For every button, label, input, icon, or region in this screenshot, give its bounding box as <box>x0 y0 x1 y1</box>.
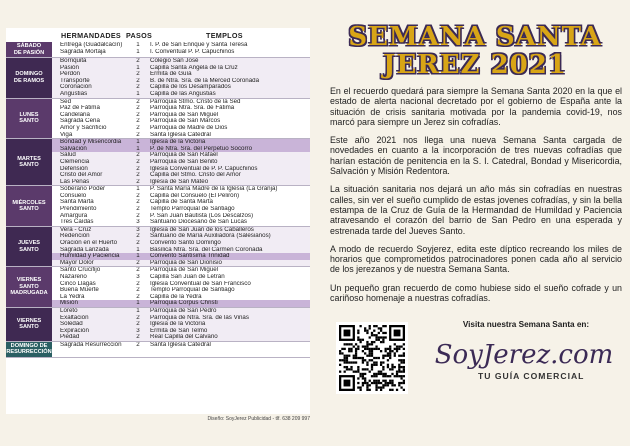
table-row <box>52 199 310 206</box>
pasos-cell: 2 <box>136 84 140 91</box>
intro-paragraph: A modo de recuerdo Soyjerez, edita este díptico recreando los miles de horarios que comprometidos patrocinadores ponen cada año al servicio de los jerezanos y de nuestra Semana Santa. <box>330 243 622 275</box>
templo-cell: Parroquia Ntra. Sra. de Fátima <box>150 105 235 112</box>
pasos-cell: 2 <box>136 287 140 294</box>
hermandad-cell: Amargura <box>60 212 88 219</box>
hermandad-cell: Sagrada Cena <box>60 118 100 125</box>
pasos-cell: 1 <box>136 253 140 260</box>
hermandad-cell: Paz de Fátima <box>60 105 100 112</box>
templo-cell: Santuario Diocesano de San Lucas <box>150 219 248 226</box>
pasos-cell: 2 <box>136 58 140 64</box>
pasos-cell: 2 <box>136 206 140 213</box>
hermandad-cell: Buena Muerte <box>60 287 99 294</box>
templo-cell: Parroquia de San Miguel <box>150 111 219 118</box>
hermandad-cell: Borriquita <box>60 58 87 64</box>
templo-cell: Iglesia de la Victoria <box>150 321 206 328</box>
pasos-cell: 2 <box>136 199 140 206</box>
table-row <box>52 315 310 322</box>
hermandad-cell: Defensión <box>60 165 88 172</box>
table-row <box>52 308 310 315</box>
pasos-cell: 2 <box>136 267 140 274</box>
hermandad-cell: Clemencia <box>60 158 90 165</box>
templo-cell: Capilla del Stmo. Cristo del Amor <box>150 172 241 179</box>
day-label: VIERNES SANTO <box>6 308 52 341</box>
hermandad-cell: Angustias <box>60 90 88 97</box>
hermandad-cell: Santa Marta <box>60 199 94 206</box>
pasos-cell: 2 <box>136 334 140 341</box>
templo-cell: Ermita de San Telmo <box>150 327 208 334</box>
hermandad-cell: Nazareno <box>60 274 87 280</box>
table-row <box>52 146 310 153</box>
pasos-cell: 2 <box>136 212 140 219</box>
templo-cell: Santa Iglesia Catedral <box>150 341 211 348</box>
hermandad-cell: Mayor Dolor <box>60 259 94 266</box>
templo-cell: Iglesia de San Mateo <box>150 178 209 185</box>
pasos-cell: 2 <box>136 165 140 172</box>
templo-cell: Real Capilla del Calvario <box>150 334 218 341</box>
hermandad-cell: Sed <box>60 98 72 105</box>
table-row <box>52 321 310 328</box>
templo-cell: Capilla del Consuelo (El Pelirón) <box>150 192 240 199</box>
templo-cell: Parroquia Stmo. Cristo de la Sed <box>150 98 241 105</box>
table-row <box>52 65 310 72</box>
table-row <box>52 91 310 98</box>
pasos-cell: 2 <box>136 293 140 300</box>
templo-cell: Capilla de los Desamparados <box>150 84 231 91</box>
pasos-cell: 1 <box>136 139 140 146</box>
title-line-2: JEREZ 2021 <box>383 50 567 80</box>
day-label: JUEVES SANTO <box>6 227 52 267</box>
templo-cell: Iglesia Conventual de P. P. Capuchinos <box>150 165 258 172</box>
table-row <box>52 49 310 56</box>
intro-paragraph: La situación sanitaria nos dejará un año más sin cofradías en nuestras calles, sin ver el sueño cumplido de estas jovenes cofradías, y sin la bella estampa de la Cruz de Guía de la Hermandad de Humildad y Paciencia atravesando el corazón del barrio de San Pedro en una esperada y estrenada tarde del Jueves Santo. <box>330 184 622 236</box>
templo-cell: I. Conventual P. P. Capuchinos <box>150 48 235 55</box>
templo-cell: Parroquia Corpus Christi <box>150 300 218 307</box>
day-label: DOMINGO DE RESURRECCIÓN <box>6 342 52 356</box>
hermandad-cell: Humildad y Paciencia <box>60 253 120 260</box>
table-row <box>52 186 310 193</box>
pasos-cell: 1 <box>136 48 140 55</box>
page-title <box>326 24 624 78</box>
table-row <box>52 139 310 146</box>
day-block <box>6 308 310 342</box>
hermandad-cell: Perdón <box>60 71 80 78</box>
table-row <box>52 78 310 85</box>
templo-cell: Capilla San Juan de Letrán <box>150 274 225 280</box>
hermandad-cell: Exaltación <box>60 314 89 321</box>
hermandad-cell: Coronación <box>60 84 92 91</box>
info-panel <box>326 0 624 446</box>
hermandad-cell: Sagrada Lanzada <box>60 246 109 253</box>
templo-cell: Capilla de Santa Marta <box>150 199 213 206</box>
pasos-cell: 3 <box>136 226 140 233</box>
hermandad-cell: Sagrada Mortaja <box>60 48 106 55</box>
pasos-cell: 2 <box>136 240 140 247</box>
intro-text <box>330 86 622 311</box>
hermandad-cell: Prendimiento <box>60 206 97 213</box>
pasos-cell: 1 <box>136 145 140 152</box>
pasos-cell: 3 <box>136 219 140 226</box>
templo-cell: Iglesia de San Juan de los Caballeros <box>150 226 254 233</box>
schedule-table <box>6 28 310 414</box>
day-rows <box>52 186 310 226</box>
pasos-cell: 1 <box>136 42 140 48</box>
hermandad-cell: Vera - Cruz <box>60 226 92 233</box>
table-row <box>52 287 310 294</box>
templo-cell: Convento Santísima Trinidad <box>150 253 230 260</box>
header-hermandades: HERMANDADES <box>61 31 122 40</box>
templo-cell: Parroquia de San Benito <box>150 158 218 165</box>
table-row <box>52 227 310 234</box>
hermandad-cell: Transporte <box>60 77 90 84</box>
design-credit: Diseño: SoyJerez Publicidad - tlf. 638 209 997 <box>207 416 310 422</box>
pasos-cell: 2 <box>136 71 140 78</box>
day-label: LUNES SANTO <box>6 99 52 139</box>
hermandad-cell: Cinco Llagas <box>60 280 96 287</box>
pasos-cell: 1 <box>136 64 140 71</box>
hermandad-cell: Sagrada Resurrección <box>60 341 122 348</box>
intro-paragraph: Este año 2021 nos llega una nueva Semana Santa cargada de novedades en cuanto a la incorporación de tres nuevas cofradías que harían estación de penitencia en la S. I. Catedral, Bondad y Misericordia, Salvación y Misión Redentora. <box>330 135 622 177</box>
table-row <box>52 132 310 139</box>
table-header <box>6 28 310 42</box>
hermandad-cell: Viga <box>60 131 73 138</box>
table-row <box>52 240 310 247</box>
pasos-cell: 2 <box>136 280 140 287</box>
table-row <box>52 253 310 260</box>
pasos-cell: 2 <box>136 314 140 321</box>
pasos-cell: 1 <box>136 307 140 314</box>
day-label: MARTES SANTO <box>6 139 52 185</box>
pasos-cell: 2 <box>136 77 140 84</box>
hermandad-cell: Soberano Poder <box>60 186 106 193</box>
templo-cell: I. P. de San Enrique y Santa Teresa <box>150 42 248 48</box>
day-rows <box>52 99 310 139</box>
templo-cell: Parroquia de San Miguel <box>150 267 219 274</box>
table-row <box>52 213 310 220</box>
day-rows <box>52 58 310 98</box>
templo-cell: Templo Parroquial de Santiago <box>150 206 235 213</box>
logo-tagline: TU GUÍA COMERCIAL <box>478 371 585 381</box>
pasos-cell: 2 <box>136 178 140 185</box>
qr-code-icon <box>339 325 405 391</box>
hermandad-cell: Pasión <box>60 64 79 71</box>
day-rows <box>52 139 310 185</box>
templo-cell: Capilla Santa Ángela de la Cruz <box>150 64 238 71</box>
pasos-cell: 3 <box>136 274 140 280</box>
pasos-cell: 1 <box>136 186 140 193</box>
table-row <box>52 84 310 91</box>
table-row <box>52 219 310 226</box>
templo-cell: Parroquia de San Marcos <box>150 118 221 125</box>
table-row <box>52 247 310 254</box>
pasos-cell: 2 <box>136 341 140 348</box>
hermandad-cell: Piedad <box>60 334 80 341</box>
day-block <box>6 186 310 227</box>
hermandad-cell: Bondad y Misericordia <box>60 139 122 146</box>
visit-caption: Visita nuestra Semana Santa en: <box>462 320 590 329</box>
day-block <box>6 42 310 58</box>
table-row <box>52 105 310 112</box>
pasos-cell: 2 <box>136 118 140 125</box>
pasos-cell: 2 <box>136 105 140 112</box>
pasos-cell: 2 <box>136 321 140 328</box>
table-row <box>52 334 310 341</box>
templo-cell: Parroquia de Madre de Dios <box>150 124 228 131</box>
hermandad-cell: Entrega (Guadalcacín) <box>60 42 123 48</box>
templo-cell: P. San Juan Bautista (Los Descalzos) <box>150 212 254 219</box>
day-block <box>6 58 310 99</box>
table-row <box>52 58 310 65</box>
soyjerez-logo[interactable]: SoyJerez.com <box>434 340 614 370</box>
templo-cell: Parroquia de San Rafael <box>150 152 218 159</box>
pasos-cell: 2 <box>136 98 140 105</box>
templo-cell: Parroquia de San Pedro <box>150 307 217 314</box>
table-row <box>52 294 310 301</box>
table-row <box>52 172 310 179</box>
table-row <box>52 267 310 274</box>
pasos-cell: 2 <box>136 172 140 179</box>
day-label: DOMINGO DE RAMOS <box>6 58 52 98</box>
table-row <box>52 193 310 200</box>
table-row <box>52 281 310 288</box>
table-row <box>52 112 310 119</box>
hermandad-cell: Salvación <box>60 145 87 152</box>
day-rows <box>52 227 310 267</box>
table-row <box>52 159 310 166</box>
table-row <box>52 166 310 173</box>
templo-cell: Capilla de la Yedra <box>150 293 202 300</box>
templo-cell: Convento Santo Domingo <box>150 240 221 247</box>
templo-cell: Capilla de las Angustias <box>150 90 216 97</box>
pasos-cell: 2 <box>136 124 140 131</box>
templo-cell: Colegio San José <box>150 58 199 64</box>
hermandad-cell: Candelaria <box>60 111 90 118</box>
hermandad-cell: Loreto <box>60 307 78 314</box>
hermandad-cell: Expiración <box>60 327 89 334</box>
day-block <box>6 267 310 308</box>
intro-paragraph: En el recuerdo quedará para siempre la Semana Santa 2020 en la que el estado de alerta nacional decretado por el gobierno de España ante la situación de crisis sanitaria motivada por la pandemia covid-19, nos marcó para siempre un Jerez sin cofradías. <box>330 86 622 127</box>
hermandad-cell: La Yedra <box>60 293 85 300</box>
hermandad-cell: Tres Caídas <box>60 219 94 226</box>
day-label: VIERNES SANTO MADRUGADA <box>6 267 52 307</box>
day-block <box>6 342 310 358</box>
pasos-cell: 2 <box>136 233 140 240</box>
templo-cell: Ermita de Guía <box>150 71 192 78</box>
hermandad-cell: Santo Crucifijo <box>60 267 101 274</box>
table-row <box>52 99 310 106</box>
header-templos: TEMPLOS <box>206 31 243 40</box>
hermandad-cell: Consuelo <box>60 192 87 199</box>
templo-cell: Parroquia de Ntra. Sra. de las Viñas <box>150 314 249 321</box>
day-block <box>6 99 310 140</box>
templo-cell: Templo Parroquial de Santiago <box>150 287 235 294</box>
pasos-cell: 2 <box>136 259 140 266</box>
pasos-cell: 1 <box>136 90 140 97</box>
day-block <box>6 227 310 268</box>
hermandad-cell: Cristo del Amor <box>60 172 103 179</box>
pasos-cell: 3 <box>136 327 140 334</box>
pasos-cell: 1 <box>136 246 140 253</box>
pasos-cell: 2 <box>136 152 140 159</box>
hermandad-cell: Amor y Sacrificio <box>60 124 107 131</box>
table-row <box>52 179 310 186</box>
templo-cell: P. de Ntra. Sra. del Perpetuo Socorro <box>150 145 253 152</box>
table-row <box>52 125 310 132</box>
templo-cell: Santuario de María Auxiliadora (Salesianos) <box>150 233 271 240</box>
day-block <box>6 139 310 186</box>
table-row <box>52 42 310 49</box>
templo-cell: Parroquia de San Dionisio <box>150 259 222 266</box>
day-label: SÁBADO DE PASIÓN <box>6 42 52 57</box>
pasos-cell: 1 <box>136 300 140 307</box>
pasos-cell: 2 <box>136 111 140 118</box>
hermandad-cell: Salud <box>60 152 76 159</box>
templo-cell: B. de Ntra. Sra. de la Merced Coronada <box>150 77 260 84</box>
pasos-cell: 2 <box>136 158 140 165</box>
hermandad-cell: Oración en el Huerto <box>60 240 118 247</box>
templo-cell: Iglesia de la Victoria <box>150 139 206 146</box>
days-list <box>6 42 310 358</box>
pasos-cell: 2 <box>136 192 140 199</box>
table-row <box>52 328 310 335</box>
day-label: MIÉRCOLES SANTO <box>6 186 52 226</box>
table-row <box>52 152 310 159</box>
qr-code[interactable] <box>336 322 408 394</box>
header-pasos: PASOS <box>126 31 153 40</box>
pasos-cell: 2 <box>136 131 140 138</box>
table-row <box>52 300 310 307</box>
hermandad-cell: Las Penas <box>60 178 90 185</box>
table-row <box>52 71 310 78</box>
day-rows <box>52 42 310 57</box>
table-row <box>52 342 310 349</box>
hermandad-cell: Misión <box>60 300 78 307</box>
intro-paragraph: Un pequeño gran recuerdo de como hubiese sido el sueño cofrade y un cariñoso homenaje a nuestras cofradías. <box>330 282 622 304</box>
table-row <box>52 274 310 281</box>
day-rows <box>52 267 310 307</box>
table-row <box>52 206 310 213</box>
templo-cell: Iglesia Conventual de San Francisco <box>150 280 251 287</box>
title-line-1: SEMANA SANTA <box>348 22 602 52</box>
table-row <box>52 260 310 267</box>
templo-cell: P. Santa María Madre de la Iglesia (La Granja) <box>150 186 278 193</box>
day-rows <box>52 342 310 357</box>
table-row <box>52 118 310 125</box>
day-rows <box>52 308 310 341</box>
hermandad-cell: Redención <box>60 233 90 240</box>
templo-cell: Basílica Ntra. Sra. del Carmen Coronada <box>150 246 263 253</box>
hermandad-cell: Soledad <box>60 321 83 328</box>
table-row <box>52 233 310 240</box>
templo-cell: Santa Iglesia Catedral <box>150 131 211 138</box>
